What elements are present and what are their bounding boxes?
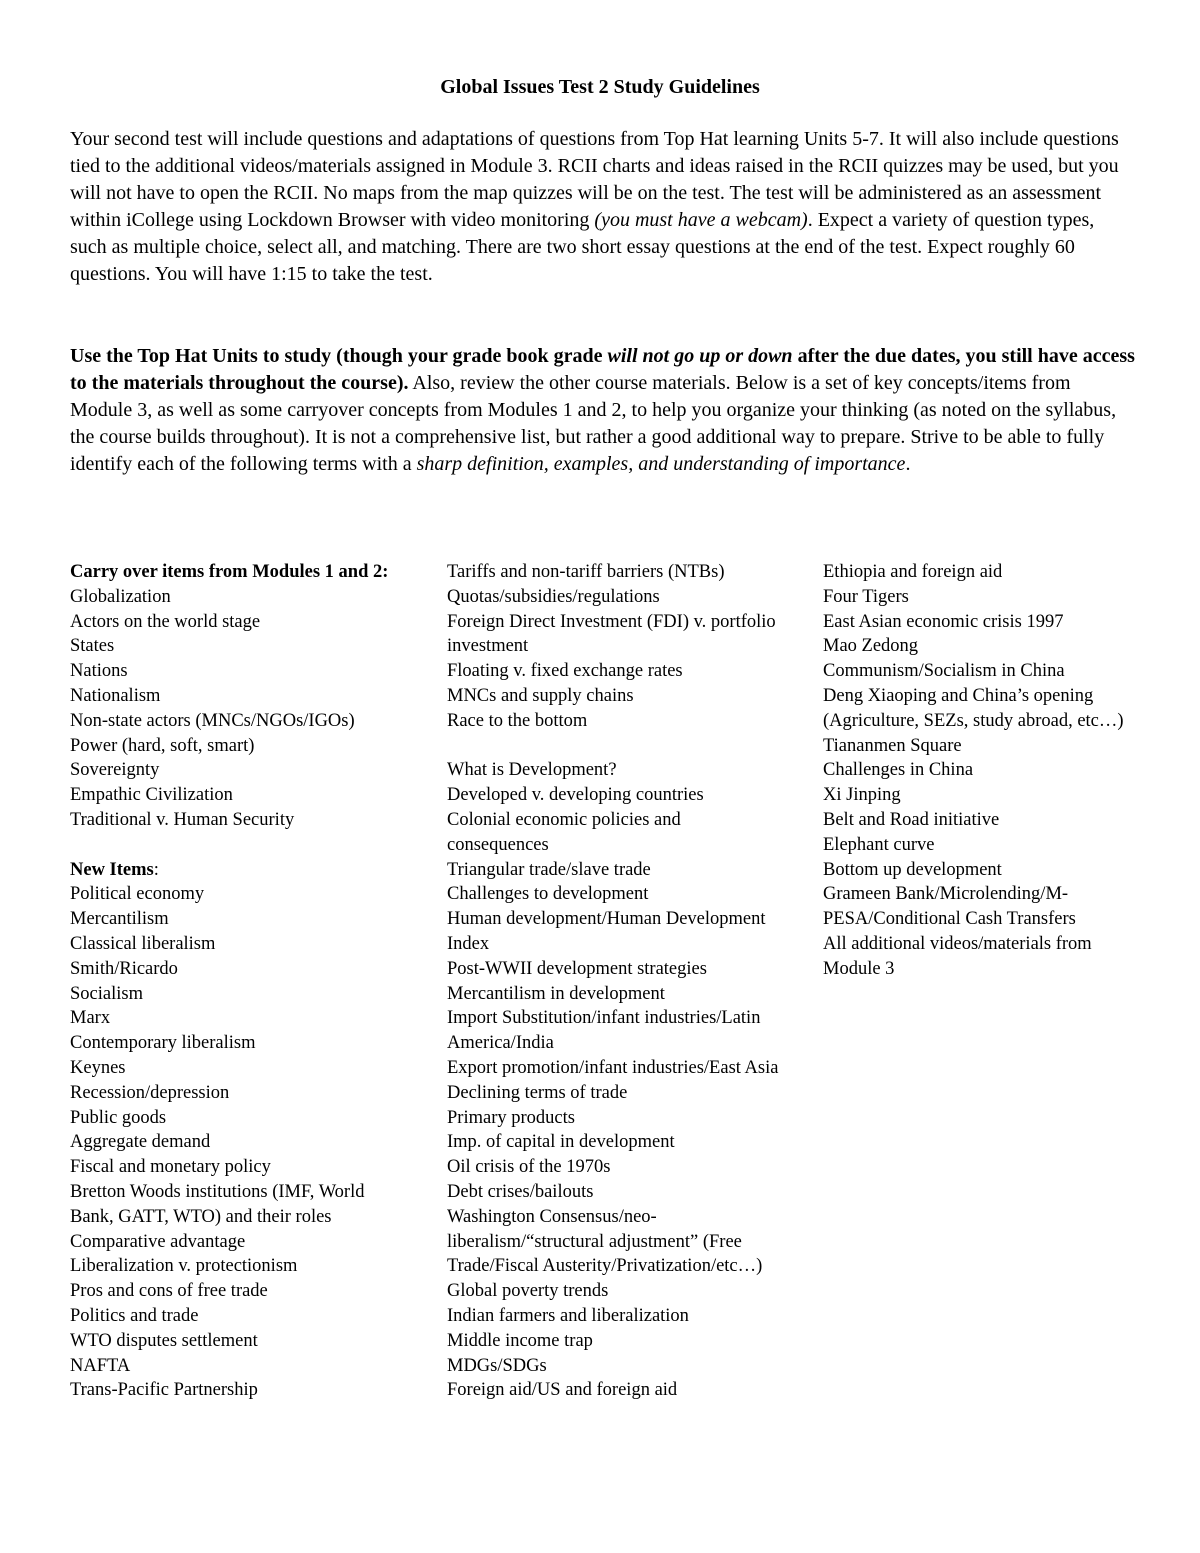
concept-item: Triangular trade/slave trade — [447, 859, 651, 880]
concept-item: Bretton Woods institutions (IMF, World Bank, GATT, WTO) and their roles — [70, 1181, 365, 1227]
concept-item: Communism/Socialism in China — [823, 661, 1065, 682]
concept-column-3 — [823, 560, 1143, 982]
study-text-end: . — [905, 453, 911, 475]
concept-item: Politics and trade — [70, 1305, 199, 1326]
concept-item: Belt and Road initiative — [823, 809, 1000, 830]
concept-item: Colonial economic policies and consequences — [447, 809, 681, 855]
concept-item: Export promotion/infant industries/East Asia — [447, 1057, 779, 1078]
trade-items-list — [447, 560, 787, 734]
new-items-heading — [70, 858, 400, 883]
study-bold-italic-text: will not go up or down — [607, 345, 793, 367]
concept-item: Debt crises/bailouts — [447, 1181, 594, 1202]
concept-item: Liberalization v. protectionism — [70, 1256, 298, 1277]
intro-text-end: . Expect a variety of question types, such as multiple choice, select all, and matching. There are two short essay questions at the end of the test. Expect roughly 60 questions. You will have 1:15 to take the test. — [70, 209, 1095, 285]
concept-item: Political economy — [70, 884, 205, 905]
study-bold-text: Use the Top Hat Units to study (though your grade book grade — [70, 345, 608, 367]
concept-item: East Asian economic crisis 1997 — [823, 611, 1064, 632]
new-items-heading-label: New Items — [70, 859, 154, 880]
concept-item: Import Substitution/infant industries/Latin America/India — [447, 1008, 761, 1054]
concept-item: Washington Consensus/neo-liberalism/“structural adjustment” (Free Trade/Fiscal Austerity/Privatization/etc…) — [447, 1206, 763, 1277]
concept-item: MDGs/SDGs — [447, 1355, 547, 1376]
carryover-list — [70, 585, 400, 833]
concept-item: Public goods — [70, 1107, 167, 1128]
new-items-list — [70, 882, 400, 1403]
concept-item: NAFTA — [70, 1355, 131, 1376]
concept-item: Ethiopia and foreign aid — [823, 562, 1003, 582]
concept-item: Mao Zedong — [823, 636, 919, 657]
concept-item: Challenges to development — [447, 884, 649, 905]
concept-item: Elephant curve — [823, 834, 935, 855]
concept-item: Quotas/subsidies/regulations — [447, 586, 660, 607]
concept-item: States — [70, 636, 115, 657]
concept-item: Aggregate demand — [70, 1132, 211, 1153]
concept-item: Primary products — [447, 1107, 575, 1128]
study-text: Also, review the other course materials. Below is a set of key concepts/items from Module 3, as well as some carryover concepts from Modules 1 and 2, to help you organize your thinking (as noted on the syllabus, the course builds throughout). It is not a comprehensive list, but rather a good additional way to prepare. Strive to be able to fully identify each of the following terms with a — [70, 372, 1117, 475]
concept-item: Challenges in China — [823, 760, 974, 781]
concept-item: Developed v. developing countries — [447, 785, 704, 806]
concept-item: Smith/Ricardo — [70, 958, 178, 979]
concept-item: Middle income trap — [447, 1330, 593, 1351]
concept-item: What is Development? — [447, 760, 617, 781]
study-italic-text: sharp definition, examples, and understanding of importance — [416, 453, 906, 475]
section-gap — [447, 734, 787, 759]
concept-item: Race to the bottom — [447, 710, 588, 731]
concept-item: Contemporary liberalism — [70, 1033, 256, 1054]
concept-item: Traditional v. Human Security — [70, 809, 295, 830]
concept-item: Empathic Civilization — [70, 785, 233, 806]
concept-item: Socialism — [70, 983, 143, 1004]
concept-item: Indian farmers and liberalization — [447, 1305, 689, 1326]
concept-item: Mercantilism in development — [447, 983, 665, 1004]
concept-column-2 — [447, 560, 787, 1403]
concept-item: Foreign aid/US and foreign aid — [447, 1380, 678, 1401]
concept-item: Global poverty trends — [447, 1281, 609, 1302]
concept-item: Non-state actors (MNCs/NGOs/IGOs) — [70, 710, 355, 731]
concept-item: Recession/depression — [70, 1082, 230, 1103]
concept-item: Human development/Human Development Index — [447, 909, 766, 954]
concept-item: MNCs and supply chains — [447, 685, 634, 706]
concept-item: Nations — [70, 661, 128, 682]
concept-item: Nationalism — [70, 685, 161, 706]
concept-item: All additional videos/materials from Module 3 — [823, 933, 1092, 979]
development-items-list — [447, 758, 787, 1403]
new-items-heading-colon: : — [153, 859, 159, 880]
concept-item: Trans-Pacific Partnership — [70, 1380, 258, 1401]
concept-item: Foreign Direct Investment (FDI) v. portfolio investment — [447, 611, 776, 657]
concept-item: Globalization — [70, 586, 171, 607]
concept-item: Declining terms of trade — [447, 1082, 628, 1103]
asia-items-list — [823, 560, 1143, 982]
concept-item: Post-WWII development strategies — [447, 958, 707, 979]
concept-item: Deng Xiaoping and China’s opening (Agriculture, SEZs, study abroad, etc…) — [823, 685, 1124, 731]
intro-text: Your second test will include questions and adaptations of questions from Top Hat learning Units 5-7. It will also include questions tied to the additional videos/materials assigned in Module 3. RCII charts and ideas raised in the RCII quizzes may be used, but you will not have to open the RCII. No maps from the map quizzes will be on the test. The test will be administered as an assessment within iCollege using Lockdown Browser with video monitoring — [70, 128, 1119, 231]
concept-item: Marx — [70, 1008, 111, 1029]
concept-item: Imp. of capital in development — [447, 1132, 675, 1153]
concept-item: Fiscal and monetary policy — [70, 1157, 271, 1178]
concept-item: WTO disputes settlement — [70, 1330, 258, 1351]
concept-item: Floating v. fixed exchange rates — [447, 661, 683, 682]
intro-paragraph — [70, 126, 1135, 288]
concept-item: Oil crisis of the 1970s — [447, 1157, 611, 1178]
concept-item: Comparative advantage — [70, 1231, 246, 1252]
carryover-heading: Carry over items from Modules 1 and 2: — [70, 562, 389, 582]
concept-column-1 — [70, 560, 400, 1403]
concept-item: Xi Jinping — [823, 785, 901, 806]
document-title: Global Issues Test 2 Study Guidelines — [440, 76, 760, 98]
concept-item: Sovereignty — [70, 760, 160, 781]
concept-item: Tariffs and non-tariff barriers (NTBs) — [447, 562, 725, 582]
concept-item: Mercantilism — [70, 909, 169, 930]
concept-item: Power (hard, soft, smart) — [70, 735, 255, 756]
concept-item: Grameen Bank/Microlending/M-PESA/Conditional Cash Transfers — [823, 884, 1076, 930]
concept-item: Bottom up development — [823, 859, 1002, 880]
concept-item: Pros and cons of free trade — [70, 1281, 268, 1302]
concept-item: Tiananmen Square — [823, 735, 962, 756]
intro-webcam-note: (you must have a webcam) — [594, 209, 808, 231]
concept-item: Classical liberalism — [70, 933, 216, 954]
concept-item: Keynes — [70, 1057, 126, 1078]
study-bold-text-2: after the due dates, you still have access to the materials throughout the course). — [70, 345, 1135, 394]
concept-item: Four Tigers — [823, 586, 909, 607]
concept-item: Actors on the world stage — [70, 611, 261, 632]
section-gap — [70, 833, 400, 858]
study-paragraph — [70, 343, 1135, 478]
